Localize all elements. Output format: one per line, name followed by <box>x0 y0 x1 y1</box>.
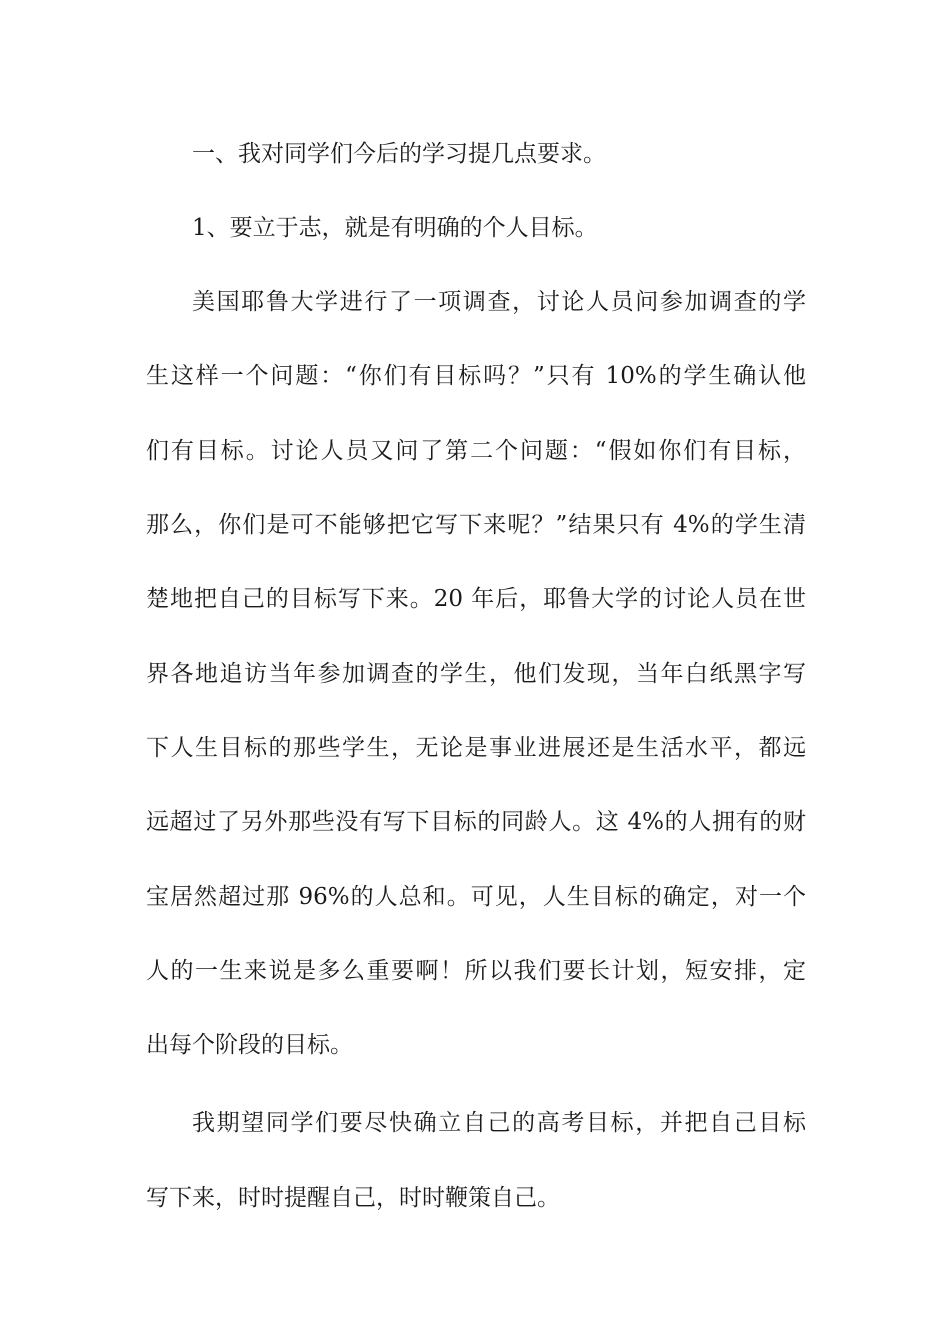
paragraph-line: 人的一生来说是多么重要啊！所以我们要长计划，短安排，定 <box>146 958 806 984</box>
paragraph-line: 美国耶鲁大学进行了一项调查，讨论人员问参加调查的学 <box>192 289 806 315</box>
paragraph-line: 出每个阶段的目标。 <box>146 1032 353 1058</box>
paragraph-line: 界各地追访当年参加调查的学生，他们发现，当年白纸黑字写 <box>146 661 806 687</box>
paragraph-line: 宝居然超过那 96%的人总和。可见，人生目标的确定，对一个 <box>146 884 806 910</box>
paragraph-line: 们有目标。讨论人员又问了第二个问题：“假如你们有目标， <box>146 438 806 464</box>
subsection-heading: 1、要立于志，就是有明确的个人目标。 <box>192 215 598 241</box>
paragraph-line: 生这样一个问题：“你们有目标吗？”只有 10%的学生确认他 <box>146 363 806 389</box>
paragraph-line: 楚地把自己的目标写下来。20 年后，耶鲁大学的讨论人员在世 <box>146 586 806 612</box>
paragraph-line: 我期望同学们要尽快确立自己的高考目标，并把自己目标 <box>192 1110 806 1136</box>
paragraph-line: 远超过了另外那些没有写下目标的同龄人。这 4%的人拥有的财 <box>146 809 806 835</box>
section-heading: 一、我对同学们今后的学习提几点要求。 <box>192 141 606 167</box>
paragraph-line: 那么，你们是可不能够把它写下来呢？”结果只有 4%的学生清 <box>146 512 806 538</box>
paragraph-line: 下人生目标的那些学生，无论是事业进展还是生活水平，都远 <box>146 735 806 761</box>
paragraph-line: 写下来，时时提醒自己，时时鞭策自己。 <box>146 1185 560 1211</box>
